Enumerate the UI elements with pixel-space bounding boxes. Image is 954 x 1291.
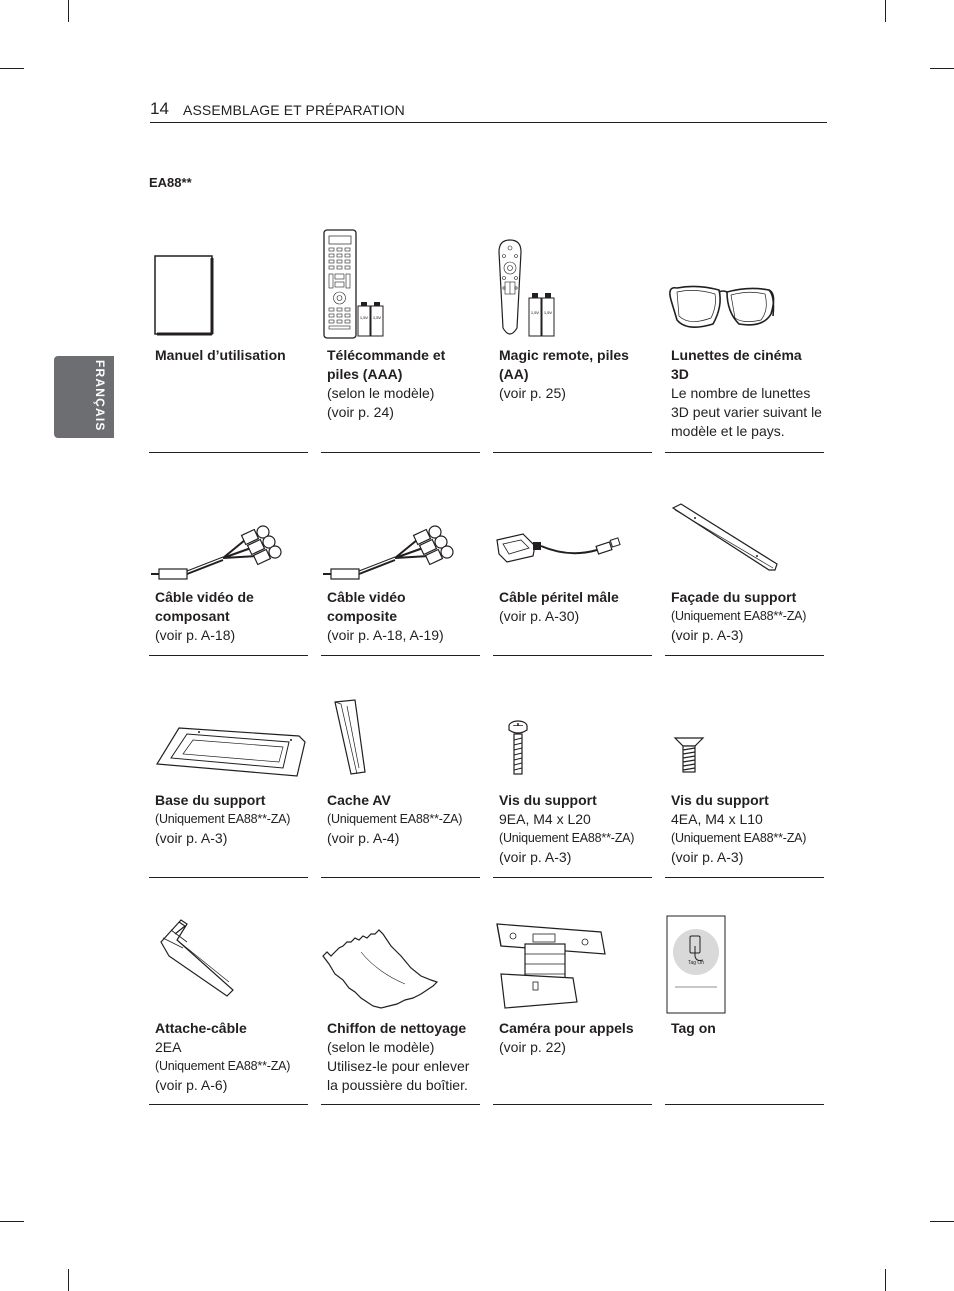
item-title: Câble vidéo de composant (155, 589, 254, 624)
screw-short-icon (665, 690, 824, 790)
crop-mark (885, 0, 886, 22)
language-tab-label: FRANÇAIS (93, 360, 107, 432)
item-detail: 9EA, M4 x L20 (499, 811, 591, 827)
item-stand-screw-short (665, 690, 824, 878)
item-ref: (voir p. A-3) (155, 830, 228, 846)
item-detail: (selon le modèle) (327, 385, 435, 401)
item-note: (Uniquement EA88**-ZA) (327, 812, 463, 826)
item-video-call-camera (493, 912, 652, 1105)
crop-mark (885, 1269, 886, 1291)
crop-mark (0, 68, 24, 69)
item-cleaning-cloth (321, 912, 480, 1105)
item-title: Attache-câble (155, 1020, 247, 1036)
crop-mark (68, 0, 69, 22)
item-note: (Uniquement EA88**-ZA) (671, 609, 807, 623)
item-title: Télécommande et piles (AAA) (327, 347, 446, 382)
tag-on-icon (665, 912, 824, 1016)
item-3d-glasses (665, 228, 824, 453)
item-note: (Uniquement EA88**-ZA) (499, 831, 635, 845)
item-title: Magic remote, piles (AA) (499, 347, 629, 382)
battery-label: 1,5V (530, 310, 540, 315)
item-detail: (selon le modèle) Utilisez-le pour enlever la poussière du boîtier. (327, 1039, 470, 1093)
crop-mark (68, 1269, 69, 1291)
item-title: Base du support (155, 792, 266, 808)
item-title: Vis du support (671, 792, 769, 808)
item-composite-cable (321, 470, 480, 656)
item-ref: (voir p. A-18) (155, 627, 236, 643)
item-tag-on (665, 912, 824, 1105)
cable-holder-icon (149, 912, 308, 1012)
item-ref: (voir p. A-6) (155, 1077, 228, 1093)
item-owners-manual (149, 228, 308, 453)
battery-label: 1,5V (359, 315, 369, 320)
battery-label: 1,5V (543, 310, 553, 315)
model-heading: EA88** (149, 175, 192, 190)
item-av-cover (321, 690, 480, 878)
item-stand-screw-long (493, 690, 652, 878)
scart-cable-icon (493, 470, 652, 584)
item-title: Lunettes de cinéma 3D (671, 347, 802, 382)
item-detail: Le nombre de lunettes 3D peut varier suivant le modèle et le pays. (671, 385, 822, 439)
magic-remote-icon (493, 228, 652, 340)
item-title: Vis du support (499, 792, 597, 808)
item-title: Façade du support (671, 589, 797, 605)
item-stand-base (149, 690, 308, 878)
item-ref: (voir p. 22) (499, 1039, 566, 1055)
item-note: (Uniquement EA88**-ZA) (155, 1059, 291, 1073)
av-cover-icon (321, 690, 480, 790)
item-ref: (voir p. A-30) (499, 608, 580, 624)
crop-mark (930, 68, 954, 69)
item-title: Câble péritel mâle (499, 589, 619, 605)
section-title: ASSEMBLAGE ET PRÉPARATION (183, 102, 405, 118)
item-ref: (voir p. A-3) (671, 849, 744, 865)
item-title: Tag on (671, 1020, 716, 1036)
component-cable-icon (149, 470, 308, 584)
3d-glasses-icon (665, 228, 824, 340)
composite-cable-icon (321, 470, 480, 584)
item-ref: (voir p. A-3) (671, 627, 744, 643)
item-detail: 2EA (155, 1039, 182, 1055)
screw-long-icon (493, 690, 652, 790)
stand-base-icon (149, 690, 308, 790)
camera-icon (493, 912, 652, 1012)
item-remote-control (321, 228, 480, 453)
battery-label: 1,5V (372, 315, 382, 320)
item-detail: 4EA, M4 x L10 (671, 811, 763, 827)
item-note: (Uniquement EA88**-ZA) (671, 831, 807, 845)
item-title: Caméra pour appels (499, 1020, 634, 1036)
item-ref: (voir p. 24) (327, 404, 394, 420)
item-title: Manuel d’utilisation (155, 347, 286, 363)
item-stand-cover (665, 470, 824, 656)
item-title: Cache AV (327, 792, 391, 808)
crop-mark (930, 1221, 954, 1222)
tag-on-logo-text: Tag On (687, 960, 705, 966)
stand-cover-icon (665, 470, 824, 584)
item-title: Câble vidéo composite (327, 589, 406, 624)
crop-mark (0, 1221, 24, 1222)
item-scart-cable (493, 470, 652, 656)
item-cable-holder (149, 912, 308, 1105)
page-header (150, 98, 827, 123)
page-number: 14 (150, 99, 169, 118)
item-ref: (voir p. A-18, A-19) (327, 627, 444, 643)
item-title: Chiffon de nettoyage (327, 1020, 467, 1036)
item-note: (Uniquement EA88**-ZA) (155, 812, 291, 826)
item-ref: (voir p. 25) (499, 385, 566, 401)
item-component-cable (149, 470, 308, 656)
item-magic-remote (493, 228, 652, 453)
remote-control-icon (321, 228, 480, 340)
item-ref: (voir p. A-4) (327, 830, 400, 846)
cleaning-cloth-icon (321, 912, 480, 1012)
owners-manual-icon (149, 228, 308, 340)
item-ref: (voir p. A-3) (499, 849, 572, 865)
